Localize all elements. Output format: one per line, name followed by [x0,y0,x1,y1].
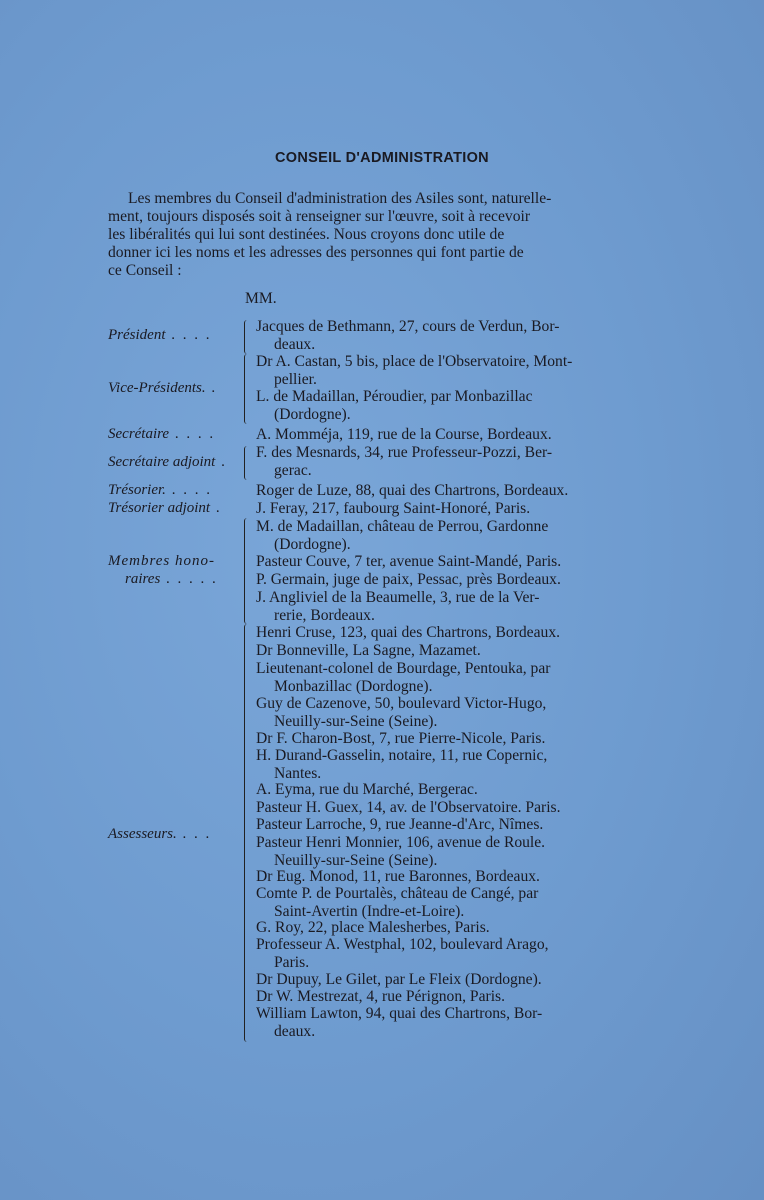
entry-line: Pasteur Couve, 7 ter, avenue Saint-Mandé, Paris. [256,553,562,570]
member-entry [256,781,478,799]
entry-line: Dr W. Mestrezat, 4, rue Pérignon, Paris. [256,988,506,1005]
member-entry [256,426,552,444]
member-entry [256,1005,542,1040]
entry-line: Jacques de Bethmann, 27, cours de Verdun, Bor- [256,318,560,335]
entry-line: Comte P. de Pourtalès, château de Cangé, par [256,885,539,902]
member-entry [256,936,549,971]
entry-line: Roger de Luze, 88, quai des Chartrons, Bordeaux. [256,482,569,499]
entry-line: Neuilly-sur-Seine (Seine). [274,712,438,730]
member-entry [256,868,540,886]
role-secretaire-adjoint: Secrétaire adjoint . [108,454,227,470]
role-tresorier-adjoint: Trésorier adjoint . [108,500,222,516]
member-entry [256,885,538,920]
entry-line: G. Roy, 22, place Malesherbes, Paris. [256,919,490,936]
intro-line: ment, toujours disposés soit à renseigner sur l'œuvre, soit à recevoir [108,208,531,225]
role-secretaire: Secrétaire . . . . [108,426,216,442]
entry-line: (Dordogne). [274,405,351,423]
intro-line: les libéralités qui lui sont destinées. Nous croyons donc utile de [108,226,505,243]
member-entry [256,747,547,782]
member-entry [256,518,548,553]
member-entry [256,834,545,869]
role-label: Trésorier. [108,482,166,498]
role-label: Secrétaire adjoint [108,454,216,470]
role-label: Trésorier adjoint [108,500,211,516]
member-entry [256,318,559,353]
entry-line: A. Eyma, rue du Marché, Bergerac. [256,781,478,798]
entry-line: Dr F. Charon-Bost, 7, rue Pierre-Nicole, Paris. [256,730,546,747]
member-entry [256,444,552,479]
member-entry [256,695,546,730]
brace [244,518,251,624]
entry-line: Dr A. Castan, 5 bis, place de l'Observatoire, Mont- [256,353,573,370]
entry-line: P. Germain, juge de paix, Pessac, près Bordeaux. [256,571,561,588]
entry-line: Lieutenant-colonel de Bourdage, Pentouka, par [256,660,551,677]
intro-line: ce Conseil : [108,262,182,279]
role-membres-honoraires-cont: raires . . . . . [125,571,218,587]
entry-line: William Lawton, 94, quai des Chartrons, Bor- [256,1005,543,1022]
entry-line: deaux. [274,1022,316,1040]
intro-line: donner ici les noms et les adresses des personnes qui font partie de [108,244,524,261]
member-entry [256,589,539,624]
mm-heading: MM. [245,290,277,307]
role-label: Assesseurs. [108,826,177,842]
brace [244,446,251,480]
entry-line: deaux. [274,335,316,353]
member-entry [256,919,490,937]
member-entry [256,624,560,642]
member-entry [256,642,481,660]
role-vice-presidents: Vice-Présidents. . [108,380,218,396]
entry-line: rerie, Bordeaux. [274,606,375,624]
member-entry [256,571,561,589]
entry-line: H. Durand-Gasselin, notaire, 11, rue Copernic, [256,747,548,764]
member-entry [256,816,543,834]
brace [244,624,251,1042]
entry-line: pellier. [274,370,317,388]
intro-paragraph [108,190,640,280]
entry-line: Pasteur Larroche, 9, rue Jeanne-d'Arc, Nîmes. [256,816,544,833]
entry-line: Paris. [274,953,310,971]
entry-line: Professeur A. Westphal, 102, boulevard Arago, [256,936,549,953]
entry-line: Saint-Avertin (Indre-et-Loire). [274,902,465,920]
member-entry [256,553,561,571]
role-president: Président . . . . [108,327,212,343]
member-entry [256,353,572,388]
member-entry [256,730,545,748]
intro-line: Les membres du Conseil d'administration des Asiles sont, naturelle- [128,190,552,207]
role-tresorier: Trésorier. . . . . [108,482,212,498]
member-entry [256,482,568,500]
entry-line: J. Angliviel de la Beaumelle, 3, rue de la Ver- [256,589,540,606]
entry-line: F. des Mesnards, 34, rue Professeur-Pozzi, Ber- [256,444,553,461]
member-entry [256,388,533,423]
role-membres-honoraires: Membres hono- [108,553,216,569]
entry-line: gerac. [274,461,312,479]
role-label: Vice-Présidents. [108,380,206,396]
brace [244,320,251,354]
entry-line: Neuilly-sur-Seine (Seine). [274,851,438,869]
entry-line: Pasteur H. Guex, 14, av. de l'Observatoire. Paris. [256,799,561,816]
entry-line: Nantes. [274,764,322,782]
member-entry [256,500,530,518]
entry-line: Dr Eug. Monod, 11, rue Baronnes, Bordeaux. [256,868,540,885]
entry-line: L. de Madaillan, Péroudier, par Monbazillac [256,388,533,405]
member-entry [256,660,550,695]
role-assesseurs: Assesseurs. . . . [108,826,212,842]
entry-line: Dr Dupuy, Le Gilet, par Le Fleix (Dordogne). [256,971,542,988]
entry-line: J. Feray, 217, faubourg Saint-Honoré, Paris. [256,500,531,517]
entry-line: M. de Madaillan, château de Perrou, Gardonne [256,518,549,535]
role-label: raires [125,571,161,587]
entry-line: (Dordogne). [274,535,351,553]
brace [244,354,251,424]
member-entry [256,799,561,817]
entry-line: A. Momméja, 119, rue de la Course, Bordeaux. [256,426,552,443]
member-entry [256,971,542,989]
entry-line: Guy de Cazenove, 50, boulevard Victor-Hugo, [256,695,547,712]
page-title: CONSEIL D'ADMINISTRATION [275,150,489,166]
entry-line: Dr Bonneville, La Sagne, Mazamet. [256,642,481,659]
role-label: Secrétaire [108,426,170,442]
entry-line: Henri Cruse, 123, quai des Chartrons, Bordeaux. [256,624,561,641]
role-label: Président [108,327,166,343]
entry-line: Pasteur Henri Monnier, 106, avenue de Roule. [256,834,546,851]
member-entry [256,988,505,1006]
entry-line: Monbazillac (Dordogne). [274,677,433,695]
